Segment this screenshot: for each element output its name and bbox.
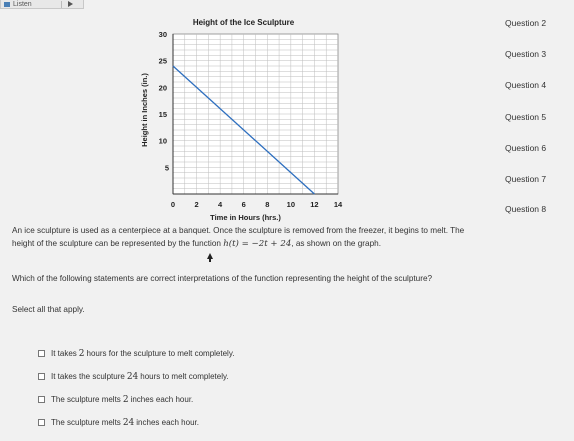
option-text-pre: The sculpture melts	[51, 395, 121, 404]
option-number: 2	[122, 394, 129, 405]
x-tick-label: 12	[310, 200, 319, 209]
mouse-cursor-tail	[209, 258, 211, 262]
question-nav-item-2[interactable]: Question 2	[505, 18, 547, 28]
function-expression: h(t) = −2t + 24	[223, 238, 292, 249]
question-nav-item-7[interactable]: Question 7	[505, 174, 547, 184]
listen-label: Listen	[13, 0, 32, 8]
question-nav-item-8[interactable]: Question 8	[505, 204, 547, 214]
y-tick-label: 30	[158, 30, 167, 39]
prompt-text-2: , as shown on the graph.	[291, 238, 381, 248]
question-nav-item-3[interactable]: Question 3	[505, 49, 547, 59]
answer-option-2[interactable]	[38, 371, 229, 382]
divider	[61, 1, 62, 8]
option-text-post: inches each hour.	[136, 418, 199, 427]
answer-option-3[interactable]	[38, 394, 193, 405]
checkbox[interactable]	[38, 373, 45, 380]
x-tick-label: 6	[241, 200, 246, 209]
option-text-post: inches each hour.	[130, 395, 194, 404]
question-nav-item-4[interactable]: Question 4	[505, 80, 547, 90]
instruction-text: Select all that apply.	[12, 305, 85, 314]
checkbox[interactable]	[38, 350, 45, 357]
speaker-icon	[4, 2, 10, 7]
y-axis-label: Height in Inches (in.)	[140, 73, 149, 147]
x-axis-label: Time in Hours (hrs.)	[210, 213, 281, 222]
x-tick-label: 4	[218, 200, 223, 209]
y-tick-label: 25	[158, 56, 167, 66]
x-tick-label: 2	[194, 200, 199, 209]
option-number: 24	[126, 371, 139, 382]
option-number: 24	[122, 417, 135, 428]
option-text-pre: It takes the sculpture	[51, 372, 125, 381]
option-text-pre: It takes	[51, 349, 77, 358]
question-nav-item-5[interactable]: Question 5	[505, 112, 547, 122]
option-text-post: hours to melt completely.	[140, 372, 229, 381]
option-number: 2	[78, 348, 85, 359]
checkbox[interactable]	[38, 419, 45, 426]
y-tick-label: 5	[164, 163, 169, 173]
x-tick-label: 8	[265, 200, 270, 209]
answer-option-1[interactable]	[38, 348, 234, 359]
y-tick-label: 10	[158, 136, 167, 146]
problem-prompt	[12, 225, 482, 250]
answer-option-4[interactable]	[38, 417, 199, 428]
x-tick-label: 10	[286, 200, 296, 209]
question-nav-item-6[interactable]: Question 6	[505, 143, 547, 153]
question-text: Which of the following statements are correct interpretations of the function representing the height of the sculpture?	[12, 274, 433, 283]
checkbox[interactable]	[38, 396, 45, 403]
x-tick-label: 0	[170, 200, 176, 209]
y-tick-label: 20	[158, 83, 167, 93]
y-tick-label: 15	[158, 110, 167, 119]
option-text-post: hours for the sculpture to melt completely.	[86, 349, 235, 358]
play-icon[interactable]	[68, 1, 73, 7]
chart-svg	[118, 14, 358, 222]
x-tick-label: 14	[333, 200, 343, 209]
listen-button[interactable]	[0, 0, 84, 9]
chart-title: Height of the Ice Sculpture	[192, 18, 295, 27]
height-chart	[118, 14, 358, 222]
option-text-pre: The sculpture melts	[51, 418, 121, 427]
prompt-text-1: An ice sculpture is used as a centerpiece at a banquet. Once the sculpture is removed from the freezer, it begins to melt. The height of the sculpture can be represented by the function	[12, 226, 465, 248]
